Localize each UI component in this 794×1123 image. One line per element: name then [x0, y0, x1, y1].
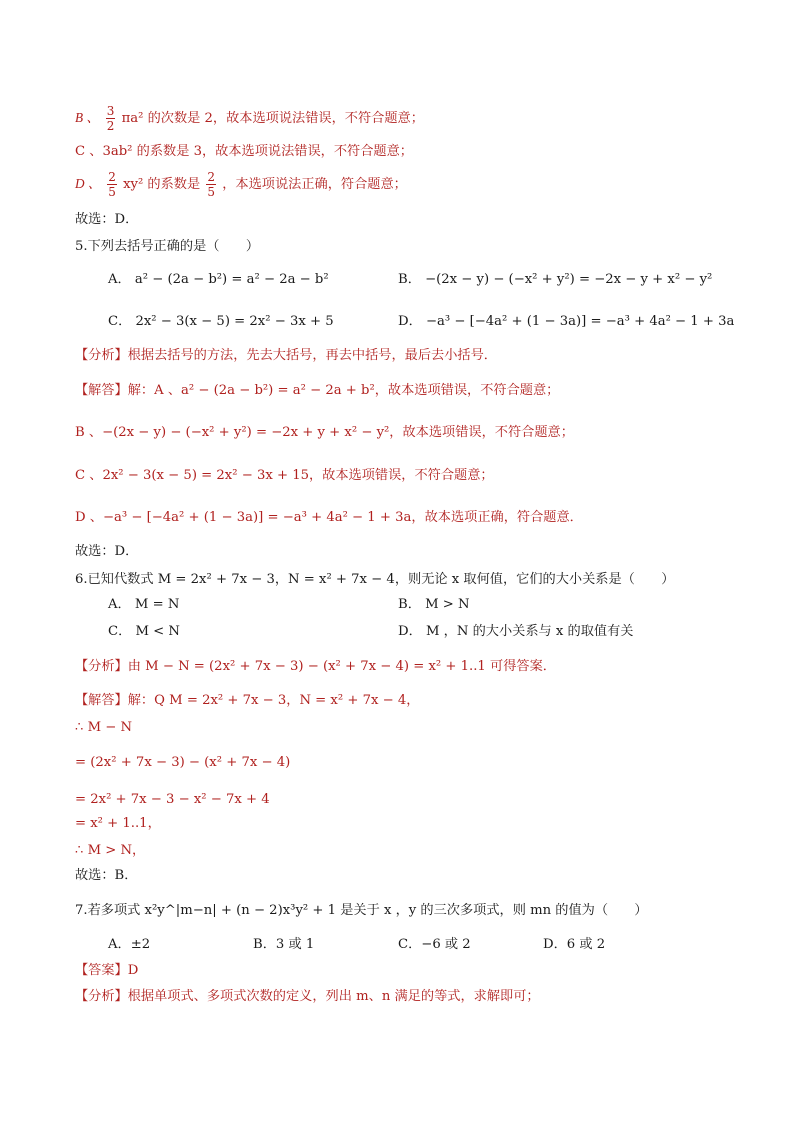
analysis-text: 根据单项式、多项式次数的定义，列出 m、n 满足的等式，求解即可； [127, 989, 540, 1004]
q6-step-4: = x² + 1..1， [75, 816, 161, 831]
frac-den: 2 [106, 119, 115, 133]
q5-option-b: B． −(2x − y) − (−x² + y²) = −2x − y + x² − y² [398, 272, 713, 287]
question-5-title: 5.下列去括号正确的是（ ） [75, 239, 260, 254]
line-d-text2: ，本选项说法正确，符合题意； [222, 177, 407, 192]
q5-step-c: C 、2x² − 3(x − 5) = 2x² − 3x + 15，故本选项错误，不符合题意； [75, 468, 494, 483]
answer-text: 解：Q M = 2x² + 7x − 3，N = x² + 7x − 4， [127, 693, 420, 708]
fraction-3-2 [106, 104, 116, 133]
fraction-2-5-b [206, 170, 216, 199]
q6-step-1: ∴ M − N [75, 720, 133, 735]
q6-step-5: ∴ M > N， [75, 843, 146, 858]
choose-line-2: 故选：D． [75, 544, 139, 559]
analysis-tag: 【分析】 [75, 989, 128, 1004]
q6-option-c: C． M < N [108, 624, 180, 639]
frac-num: 2 [207, 170, 216, 184]
q6-option-b: B． M > N [398, 597, 470, 612]
frac-den: 5 [108, 185, 116, 199]
answer-text: 解：A 、a² − (2a − b²) = a² − 2a + b²，故本选项错误，不符合题意； [127, 383, 560, 398]
q7-option-a: A．±2 [108, 937, 151, 952]
answer-tag: 【解答】 [75, 383, 128, 398]
line-d-text1: xy² 的系数是 [123, 177, 201, 192]
q5-step-b: B 、−(2x − y) − (−x² + y²) = −2x + y + x² − y²，故本选项错误，不符合题意； [75, 425, 574, 440]
choose-line-1: 故选：D． [75, 212, 139, 227]
q7-option-b: B．3 或 1 [253, 937, 315, 952]
q6-step-2: = (2x² + 7x − 3) − (x² + 7x − 4) [75, 755, 291, 770]
q6-answer [75, 692, 419, 710]
question-7-title: 7.若多项式 x²y^|m−n| + (n − 2)x³y² + 1 是关于 x ，y 的三次多项式，则 mn 的值为（ ） [75, 903, 648, 918]
q7-answer [75, 962, 138, 980]
q5-option-a: A． a² − (2a − b²) = a² − 2a − b² [108, 272, 329, 287]
answer-tag: 【解答】 [75, 693, 128, 708]
question-6-title: 6.已知代数式 M = 2x² + 7x − 3，N = x² + 7x − 4，则无论 x 取何值，它们的大小关系是（ ） [75, 572, 675, 587]
analysis-tag: 【分析】 [75, 348, 128, 363]
q6-option-a: A． M = N [108, 597, 180, 612]
frac-num: 3 [106, 104, 115, 118]
q5-answer [75, 382, 559, 400]
analysis-tag: 【分析】 [75, 659, 128, 674]
q7-option-d: D．6 或 2 [543, 937, 606, 952]
q7-option-c: C．−6 或 2 [398, 937, 471, 952]
q5-step-d: D 、−a³ − [−4a² + (1 − 3a)] = −a³ + 4a² − 1 + 3a，故本选项正确，符合题意． [75, 510, 583, 525]
answer-value: D [127, 963, 139, 978]
choose-line-3: 故选：B． [75, 868, 138, 883]
line-option-d [75, 170, 407, 199]
label-b: B 、 [75, 110, 100, 125]
analysis-text: 根据去括号的方法，先去大括号，再去中括号，最后去小括号． [127, 348, 497, 363]
q7-analysis [75, 988, 540, 1006]
line-option-c: C 、3ab² 的系数是 3，故本选项说法错误，不符合题意； [75, 144, 413, 159]
frac-num: 2 [108, 170, 116, 184]
q5-analysis [75, 347, 497, 365]
q5-option-d: D． −a³ − [−4a² + (1 − 3a)] = −a³ + 4a² − 1 + 3a [398, 314, 735, 329]
frac-den: 5 [207, 185, 216, 199]
answer-tag: 【答案】 [75, 963, 128, 978]
label-d: D 、 [75, 176, 102, 191]
q6-analysis [75, 658, 556, 676]
q5-option-c: C． 2x² − 3(x − 5) = 2x² − 3x + 5 [108, 314, 334, 329]
line-option-b [75, 104, 424, 133]
q6-step-3: = 2x² + 7x − 3 − x² − 7x + 4 [75, 792, 270, 807]
fraction-2-5-a [107, 170, 117, 199]
analysis-text: 由 M − N = (2x² + 7x − 3) − (x² + 7x − 4) = x² + 1..1 可得答案． [127, 659, 556, 674]
q6-option-d: D． M ，N 的大小关系与 x 的取值有关 [398, 624, 634, 639]
line-b-text: πa² 的次数是 2，故本选项说法错误，不符合题意； [121, 111, 424, 126]
